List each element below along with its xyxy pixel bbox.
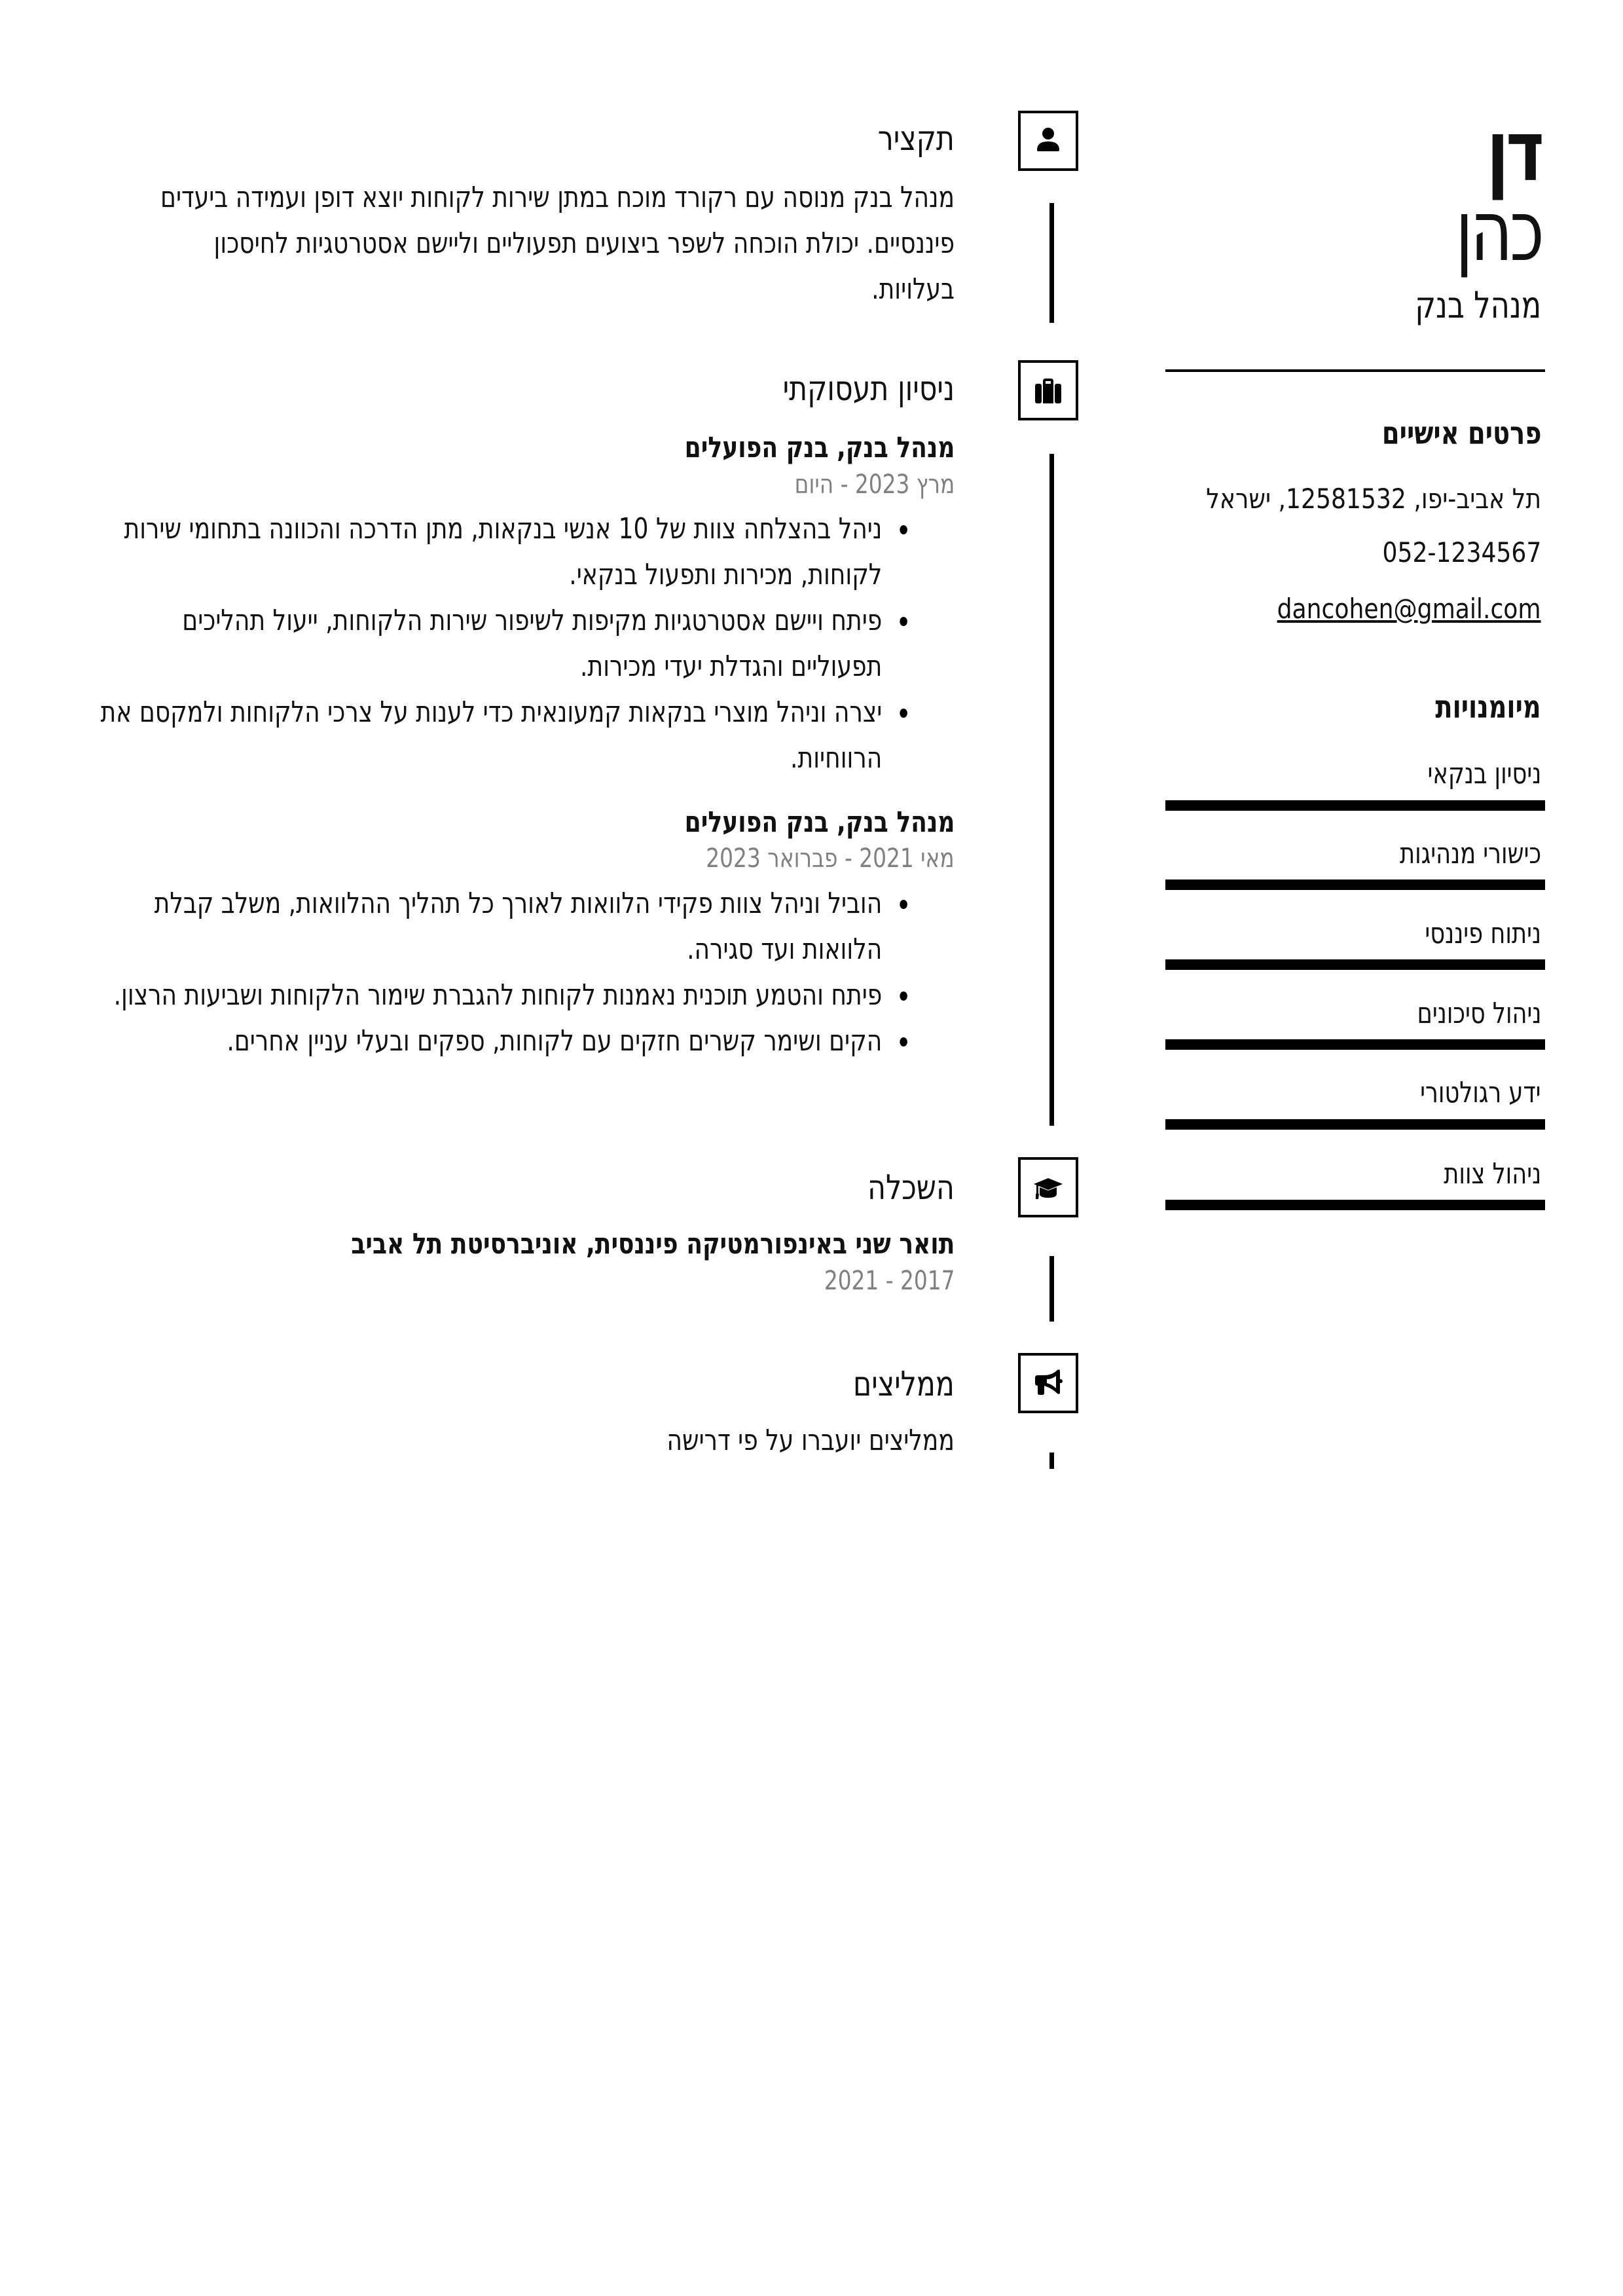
references-text: ממליצים יועברו על פי דרישה	[666, 1424, 955, 1457]
bullet-item	[96, 972, 955, 1018]
bullet-icon	[900, 1037, 907, 1046]
timeline-line	[1049, 203, 1054, 323]
experience-icon-box	[1018, 360, 1078, 420]
skill-level-bar	[1165, 800, 1545, 811]
skill-label: ניהול סיכונים	[1417, 997, 1541, 1030]
summary-heading: תקציר	[877, 119, 955, 158]
email-link[interactable]	[1277, 591, 1541, 627]
degree-title: תואר שני באינפורמטיקה פיננסית, אוניברסיטת תל אביב	[351, 1227, 955, 1261]
bullet-icon	[900, 709, 907, 718]
bullet-item	[96, 598, 955, 690]
email-text[interactable]: dancohen@gmail.com	[1277, 593, 1541, 625]
last-name: כהן	[1455, 183, 1541, 280]
skill-label: ידע רגולטורי	[1420, 1076, 1541, 1109]
bullet-text: פיתח ויישם אסטרטגיות מקיפות לשיפור שירות הלקוחות, ייעול תהליכים תפעוליים והגדלת יעדי מכירות.	[182, 604, 883, 683]
summary-icon-box	[1018, 111, 1078, 171]
job-bullets	[96, 881, 955, 1064]
skill-label: ניסיון בנקאי	[1427, 757, 1541, 790]
skill-level-bar	[1165, 959, 1545, 970]
first-name: דן	[1486, 103, 1541, 200]
timeline-line	[1049, 1256, 1054, 1322]
skill-level-bar	[1165, 880, 1545, 890]
bullet-text: ניהל בהצלחה צוות של 10 אנשי בנקאות, מתן הדרכה והכוונה בתחומי שירות לקוחות, מכירות ותפעול בנקאי.	[124, 512, 883, 591]
bullet-item	[96, 690, 955, 781]
phone: 052-1234567	[1382, 536, 1541, 568]
briefcase-icon	[1030, 372, 1067, 409]
bullet-item	[96, 1018, 955, 1064]
megaphone-icon	[1030, 1365, 1067, 1401]
timeline-line	[1049, 1453, 1054, 1469]
bullet-text: הקים ושימר קשרים חזקים עם לקוחות, ספקים ובעלי עניין אחרים.	[227, 1024, 883, 1058]
bullet-icon	[900, 900, 907, 909]
skill-level-bar	[1165, 1119, 1545, 1130]
job-title: מנהל בנק, בנק הפועלים	[684, 431, 955, 464]
references-icon-box	[1018, 1353, 1078, 1413]
skill-level-bar	[1165, 1200, 1545, 1210]
skill-label: ניתוח פיננסי	[1425, 917, 1541, 950]
job-dates: מרץ 2023 - היום	[794, 470, 955, 500]
education-icon-box	[1018, 1157, 1078, 1217]
summary-text: מנהל בנק מנוסה עם רקורד מוכח במתן שירות לקוחות יוצא דופן ועמידה ביעדים פיננסיים. יכולת הוכחה לשפר ביצועים תפעוליים וליישם אסטרטגיות לחיסכון בעלויות.	[160, 181, 955, 306]
bullet-icon	[900, 525, 907, 534]
bullet-text: יצרה וניהל מוצרי בנקאות קמעונאית כדי לענות על צרכי הלקוחות ולמקסם את הרווחיות.	[100, 695, 883, 775]
bullet-text: פיתח והטמע תוכנית נאמנות לקוחות להגברת שימור הלקוחות ושביעות הרצון.	[113, 978, 883, 1012]
skill-label: ניהול צוות	[1444, 1157, 1541, 1191]
graduation-cap-icon	[1030, 1169, 1067, 1206]
job-bullets	[96, 506, 955, 781]
education-dates: 2017 - 2021	[824, 1266, 955, 1296]
bullet-text: הוביל וניהל צוות פקידי הלוואות לאורך כל תהליך ההלוואות, משלב קבלת הלוואות ועד סגירה.	[154, 887, 883, 966]
bullet-icon	[900, 617, 907, 626]
person-icon	[1030, 122, 1067, 159]
bullet-item	[96, 881, 955, 972]
timeline-line	[1049, 454, 1054, 1126]
job-dates: מאי 2021 - פברואר 2023	[706, 843, 955, 874]
references-heading: ממליצים	[853, 1365, 955, 1404]
experience-heading: ניסיון תעסוקתי	[782, 369, 955, 409]
bullet-item	[96, 506, 955, 598]
education-heading: השכלה	[867, 1168, 955, 1208]
job-title: מנהל בנק	[1415, 284, 1541, 327]
skill-label: כישורי מנהיגות	[1399, 837, 1541, 870]
job-title: מנהל בנק, בנק הפועלים	[684, 805, 955, 839]
skill-level-bar	[1165, 1039, 1545, 1050]
skills-heading: מיומנויות	[1435, 689, 1541, 726]
header-divider	[1165, 369, 1545, 372]
address: תל אביב-יפו, 12581532, ישראל	[1206, 483, 1541, 515]
bullet-icon	[900, 991, 907, 1001]
personal-details-heading: פרטים אישיים	[1381, 415, 1541, 452]
